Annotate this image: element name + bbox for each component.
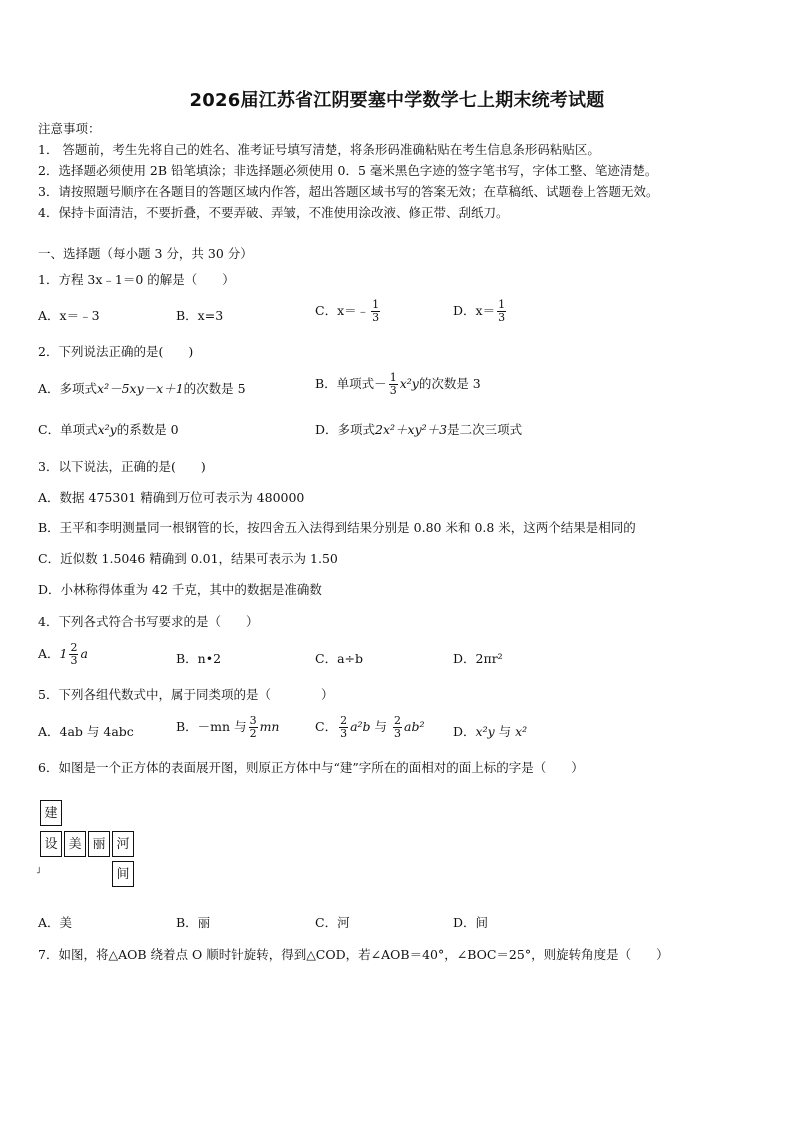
- question-stem: 6．如图是一个正方体的表面展开图，则原正方体中与“建”字所在的面相对的面上标的字是（ ）: [38, 760, 584, 775]
- option-b: B．王平和李明测量同一根钢管的长，按四舍五入法得到结果分别是 0.80 米和 0.8 米，这两个结果是相同的: [38, 520, 636, 535]
- option-c: C．x＝﹣ $\frac{1}{3}$: [315, 298, 380, 324]
- option-c: C．河: [315, 915, 350, 930]
- option-d: D．间: [453, 915, 489, 930]
- net-cell: 美: [64, 831, 86, 857]
- fraction: $\frac{2}{3}$: [70, 641, 78, 667]
- section-heading: 一、选择题（每小题 3 分，共 30 分）: [38, 246, 253, 261]
- net-cell: 间: [112, 861, 134, 887]
- notice-item: 2．选择题必须使用 2B 铅笔填涂；非选择题必须使用 0．5 毫米黑色字迹的签字笔书写，字体工整、笔迹清楚。: [38, 163, 658, 178]
- fraction: $\frac{3}{2}$: [249, 714, 257, 740]
- option-b: B．单项式－ $\frac{1}{3}$ x²y的次数是 3: [315, 371, 481, 397]
- fraction: $\frac{1}{3}$: [498, 298, 506, 324]
- notice-item: 4．保持卡面清洁，不要折叠，不要弄破、弄皱，不准使用涂改液、修正带、刮纸刀。: [38, 205, 509, 220]
- net-cell: 丽: [88, 831, 110, 857]
- question-stem: 3．以下说法，正确的是( ): [38, 459, 206, 474]
- option-c: C．a÷b: [315, 651, 363, 666]
- net-cell: 建: [40, 800, 62, 826]
- fraction: $\frac{1}{3}$: [389, 371, 397, 397]
- net-cell: 设: [40, 831, 62, 857]
- option-c: C．近似数 1.5046 精确到 0.01，结果可表示为 1.50: [38, 551, 338, 566]
- option-b: B．－mn 与 $\frac{3}{2}$ mn: [176, 714, 280, 740]
- question-stem: 7．如图，将△AOB 绕着点 O 顺时针旋转，得到△COD，若∠AOB＝40°，∠BOC＝25°，则旋转角度是（ ）: [38, 947, 669, 962]
- notice-item: 1． 答题前，考生先将自己的姓名、准考证号填写清楚，将条形码准确粘贴在考生信息条形码粘贴区。: [38, 142, 600, 157]
- option-c: C．单项式x²y的系数是 0: [38, 422, 179, 437]
- question-stem: 4．下列各式符合书写要求的是（ ）: [38, 614, 259, 629]
- option-a: A．1 $\frac{2}{3}$ a: [38, 641, 88, 667]
- option-d: D．小林称得体重为 42 千克，其中的数据是准确数: [38, 582, 322, 597]
- option-b: B．x=3: [176, 308, 224, 323]
- option-a: A．4ab 与 4abc: [38, 724, 134, 739]
- option-a: A．多项式x²－5xy－x＋1的次数是 5: [38, 381, 246, 396]
- notice-item: 3．请按照题号顺序在各题目的答题区域内作答，超出答题区域书写的答案无效；在草稿纸、试题卷上答题无效。: [38, 184, 659, 199]
- option-d: D．x²y 与 x²: [453, 724, 528, 739]
- option-b: B．n•2: [176, 651, 222, 666]
- net-cell: 河: [112, 831, 134, 857]
- option-d: D．x＝ $\frac{1}{3}$: [453, 298, 506, 324]
- fraction: $\frac{2}{3}$: [394, 714, 401, 740]
- question-stem: 1．方程 3x﹣1＝0 的解是（ ）: [38, 272, 235, 287]
- option-a: A．数据 475301 精确到万位可表示为 480000: [38, 490, 305, 505]
- option-a: A．x＝﹣3: [38, 308, 100, 323]
- question-stem: 2．下列说法正确的是( ): [38, 344, 194, 359]
- option-a: A．美: [38, 915, 73, 930]
- page-title: 2026届江苏省江阴要塞中学数学七上期末统考试题: [189, 90, 605, 111]
- notice-heading: 注意事项：: [38, 121, 101, 136]
- question-stem: 5．下列各组代数式中，属于同类项的是（ ）: [38, 687, 334, 702]
- stray-mark: ˩: [36, 866, 41, 876]
- option-d: D．2πr²: [453, 651, 503, 666]
- option-b: B．丽: [176, 915, 211, 930]
- option-c: C． $\frac{2}{3}$ a²b 与 $\frac{2}{3}$ ab²: [315, 714, 425, 740]
- option-d: D．多项式2x²＋xy²＋3是二次三项式: [315, 422, 523, 437]
- fraction: $\frac{2}{3}$: [340, 714, 348, 740]
- fraction: $\frac{1}{3}$: [372, 298, 380, 324]
